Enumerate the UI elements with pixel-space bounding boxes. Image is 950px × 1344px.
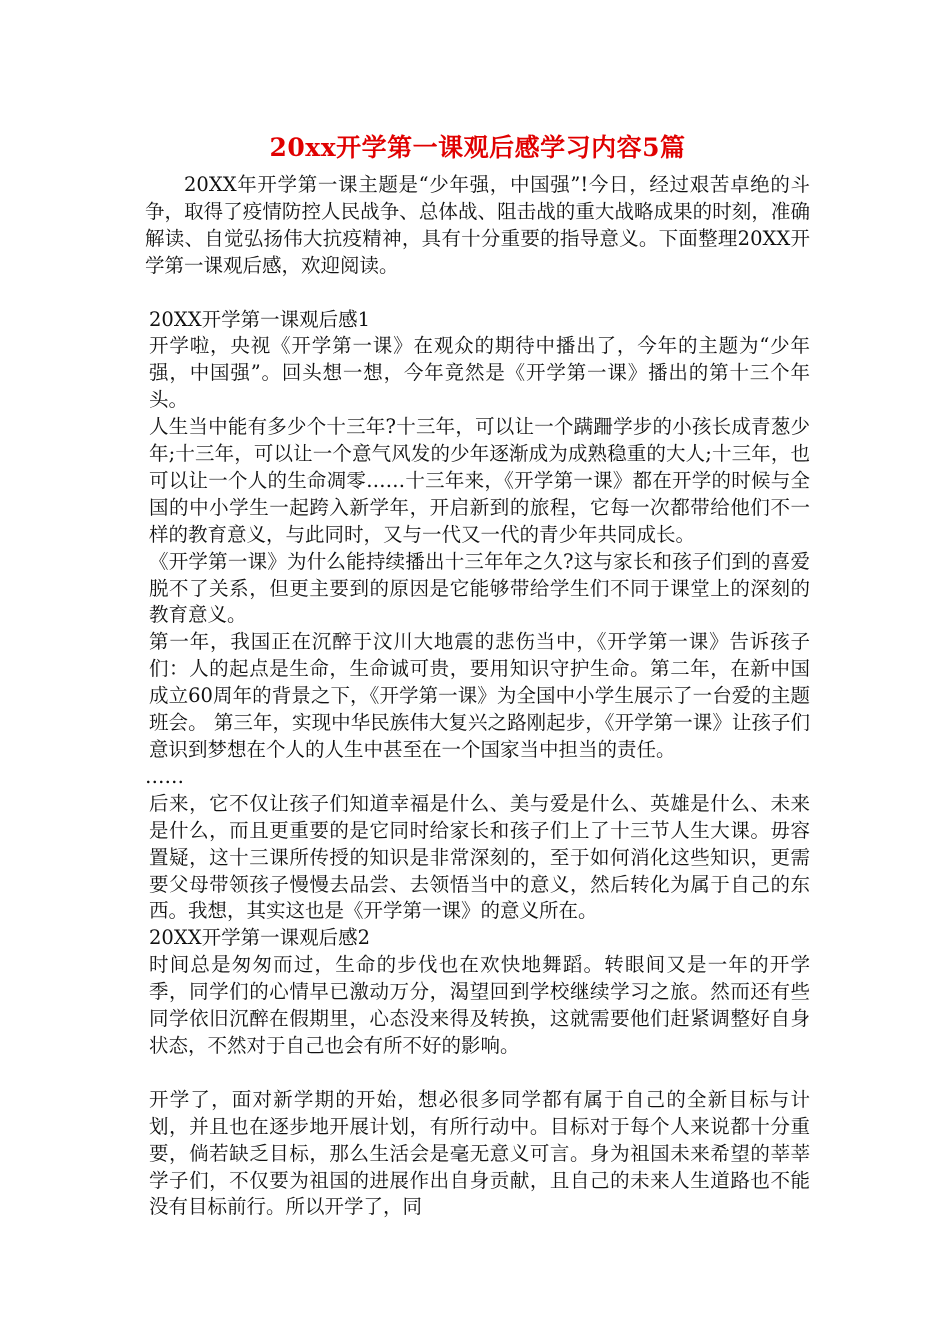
section2-paragraph: 时间总是匆匆而过，生命的步伐也在欢快地舞蹈。转眼间又是一年的开学季，同学们的心情早已激动万分，渴望回到学校继续学习之旅。然而还有些同学依旧沉醉在假期里，心态没来得及转换，这就需要他们赶紧调整好自身状态，不然对于自己也会有所不好的影响。 bbox=[149, 953, 810, 1057]
section2-paragraph: 开学了，面对新学期的开始，想必很多同学都有属于自己的全新目标与计划，并且也在逐步地开展计划，有所行动中。目标对于每个人来说都十分重要，倘若缺乏目标，那么生活会是毫无意义可言。身为祖国未来希望的莘莘学子们，不仅要为祖国的进展作出自身贡献，且自己的未来人生道路也不能没有目标前行。所以开学了，同 bbox=[149, 1087, 810, 1219]
section-heading-1: 20XX开学第一课观后感1 bbox=[149, 307, 370, 331]
section1-paragraph: 后来，它不仅让孩子们知道幸福是什么、美与爱是什么、英雄是什么、未来是什么，而且更重要的是它同时给家长和孩子们上了十三节人生大课。毋容置疑，这十三课所传授的知识是非常深刻的，至于如何消化这些知识，更需要父母带领孩子慢慢去品尝、去领悟当中的意义，然后转化为属于自己的东西。我想，其实这也是《开学第一课》的意义所在。 bbox=[149, 791, 810, 923]
section-heading-2: 20XX开学第一课观后感2 bbox=[149, 926, 370, 950]
intro-paragraph: 20XX年开学第一课主题是“少年强，中国强”!今日，经过艰苦卓绝的斗争，取得了疫情防控人民战争、总体战、阻击战的重大战略成果的时刻，准确解读、自觉弘扬伟大抗疫精神，具有十分重要的指导意义。下面整理20XX开学第一课观后感，欢迎阅读。 bbox=[145, 173, 810, 277]
section1-paragraph: 人生当中能有多少个十三年?十三年，可以让一个蹒跚学步的小孩长成青葱少年;十三年，可以让一个意气风发的少年逐渐成为成熟稳重的大人;十三年，也可以让一个人的生命凋零……十三年来，《开学第一课》都在开学的时候与全国的中小学生一起跨入新学年，开启新到的旅程，它每一次都带给他们不一样的教育意义，与此同时，又与一代又一代的青少年共同成长。 bbox=[149, 415, 810, 546]
ellipsis-line: …… bbox=[145, 764, 184, 788]
blank-line bbox=[145, 280, 810, 307]
section1-paragraph: 第一年，我国正在沉醉于汶川大地震的悲伤当中，《开学第一课》告诉孩子们：人的起点是生命，生命诚可贵，要用知识守护生命。第二年，在新中国成立60周年的背景之下，《开学第一课》为全国中小学生展示了一台爱的主题班会。 第三年，实现中华民族伟大复兴之路刚起步，《开学第一课》让孩子们意识到梦想在个人的人生中甚至在一个国家当中担当的责任。 bbox=[149, 630, 810, 762]
section1-paragraph: 《开学第一课》为什么能持续播出十三年年之久?这与家长和孩子们到的喜爱脱不了关系，但更主要到的原因是它能够带给学生们不同于课堂上的深刻的教育意义。 bbox=[149, 549, 810, 627]
document-body bbox=[145, 130, 810, 1221]
blank-line bbox=[145, 1060, 810, 1087]
document-title: 20xx开学第一课观后感学习内容5篇 bbox=[269, 133, 686, 162]
section1-paragraph: 开学啦，央视《开学第一课》在观众的期待中播出了，今年的主题为“少年强，中国强”。回头想一想，今年竟然是《开学第一课》播出的第十三个年头。 bbox=[149, 334, 810, 412]
